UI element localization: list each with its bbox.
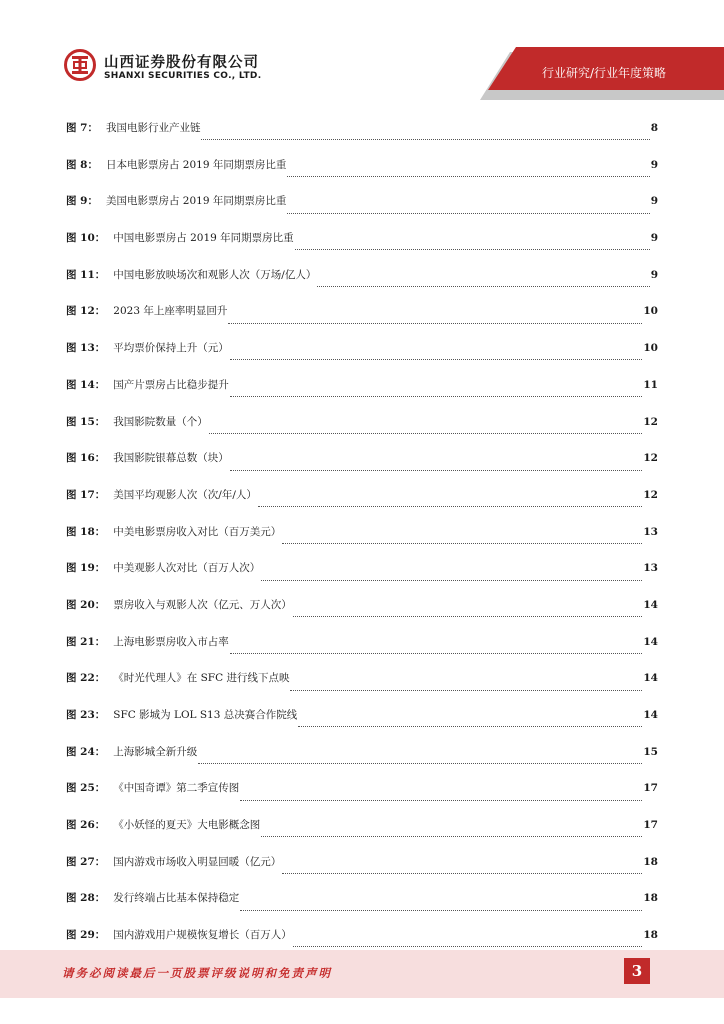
toc-dot-leader	[258, 505, 643, 507]
toc-figure-title: 上海影城全新升级	[113, 745, 198, 758]
toc-page-number: 14	[643, 709, 658, 721]
toc-dot-leader	[287, 175, 649, 177]
toc-page-number: 18	[643, 855, 658, 868]
toc-dot-leader	[230, 395, 643, 397]
toc-entry[interactable]	[66, 375, 658, 412]
toc-figure-title: 我国电影行业产业链	[105, 122, 201, 134]
toc-entry[interactable]	[66, 448, 658, 485]
toc-page-number: 12	[643, 488, 658, 501]
toc-figure-label: 图 23：	[66, 709, 106, 721]
toc-entry[interactable]	[66, 412, 658, 449]
toc-figure-label: 图 26：	[66, 819, 106, 832]
toc-figure-label: 图 18：	[66, 525, 106, 538]
toc-figure-label: 图 20：	[66, 598, 106, 611]
toc-dot-leader	[282, 872, 642, 874]
toc-entry[interactable]	[66, 778, 658, 815]
toc-dot-leader	[282, 542, 642, 544]
toc-entry[interactable]	[66, 668, 658, 705]
toc-page-number: 14	[643, 635, 658, 648]
page-number: 3	[624, 958, 650, 984]
toc-dot-leader	[290, 689, 642, 691]
toc-figure-label: 图 13：	[66, 342, 106, 355]
toc-page-number: 9	[650, 195, 658, 208]
toc-page-number: 18	[643, 892, 658, 905]
toc-page-number: 10	[643, 305, 658, 318]
toc-figure-title: 国内游戏市场收入明显回暖（亿元）	[113, 855, 282, 868]
toc-figure-label: 图 24：	[66, 745, 106, 758]
company-name-cn: 山西证券股份有限公司	[104, 55, 259, 71]
toc-page-number: 18	[643, 929, 658, 942]
toc-page-number: 8	[650, 122, 658, 134]
toc-entry[interactable]	[66, 852, 658, 889]
toc-dot-leader	[317, 285, 649, 287]
toc-figure-title: 《中国奇谭》第二季宣传图	[113, 782, 240, 795]
toc-figure-title: 2023 年上座率明显回升	[113, 305, 228, 318]
toc-entry[interactable]	[66, 742, 658, 779]
toc-figure-title: 中国电影放映场次和观影人次（万场/亿人）	[113, 268, 317, 281]
toc-entry[interactable]	[66, 301, 658, 338]
toc-page-number: 15	[643, 745, 658, 758]
toc-figure-label: 图 21：	[66, 635, 106, 648]
toc-entry[interactable]	[66, 632, 658, 669]
toc-page-number: 9	[650, 232, 658, 245]
toc-figure-title: 中美电影票房收入对比（百万美元）	[113, 525, 282, 538]
toc-figure-title: 平均票价保持上升（元）	[113, 342, 229, 355]
page-footer	[0, 950, 724, 1024]
toc-entry[interactable]	[66, 705, 658, 742]
toc-figure-label: 图 17：	[66, 488, 106, 501]
toc-dot-leader	[240, 909, 642, 911]
toc-page-number: 9	[650, 158, 658, 171]
toc-entry[interactable]	[66, 228, 658, 265]
toc-page-number: 12	[643, 415, 658, 428]
page-header	[0, 0, 724, 100]
toc-figure-title: 国产片票房占比稳步提升	[113, 378, 229, 391]
toc-entry[interactable]	[66, 558, 658, 595]
toc-figure-label: 图 29：	[66, 929, 106, 942]
toc-figure-label: 图 10：	[66, 232, 106, 245]
footer-band	[0, 950, 724, 1024]
toc-figure-title: 票房收入与观影人次（亿元、万人次）	[113, 598, 292, 611]
toc-figure-label: 图 9：	[66, 195, 98, 208]
company-name-en: SHANXI SECURITIES CO., LTD.	[104, 71, 262, 81]
toc-figure-label: 图 8：	[66, 158, 98, 171]
toc-page-number: 9	[650, 268, 658, 281]
toc-dot-leader	[198, 762, 642, 764]
toc-figure-title: 《小妖怪的夏天》大电影概念图	[113, 819, 261, 832]
toc-figure-title: 我国影院银幕总数（块）	[113, 452, 229, 465]
toc-page-number: 10	[643, 342, 658, 355]
toc-dot-leader	[201, 138, 649, 140]
toc-figure-title: 美国电影票房占 2019 年同期票房比重	[105, 195, 287, 208]
toc-figure-title: 《时光代理人》在 SFC 进行线下点映	[113, 672, 290, 685]
toc-figure-title: 上海电影票房收入市占率	[113, 635, 229, 648]
toc-figure-title: 国内游戏用户规模恢复增长（百万人）	[113, 929, 292, 942]
toc-figure-label: 图 28：	[66, 892, 106, 905]
report-category-tag: 行业研究/行业年度策略	[541, 66, 666, 80]
toc-page-number: 12	[643, 452, 658, 465]
toc-figure-label: 图 15：	[66, 415, 106, 428]
toc-page-number: 11	[643, 378, 658, 391]
toc-figure-title: 发行终端占比基本保持稳定	[113, 892, 240, 905]
toc-figure-title: 中美观影人次对比（百万人次）	[113, 562, 261, 575]
toc-entry[interactable]	[66, 338, 658, 375]
toc-figure-label: 图 11：	[66, 268, 106, 281]
header-band	[0, 0, 724, 100]
toc-dot-leader	[230, 358, 643, 360]
toc-page-number: 13	[643, 525, 658, 538]
toc-page-number: 17	[643, 819, 658, 832]
toc-page-number: 14	[643, 598, 658, 611]
toc-figure-title: SFC 影城为 LOL S13 总决赛合作院线	[113, 709, 298, 721]
toc-figure-label: 图 22：	[66, 672, 106, 685]
toc-figure-label: 图 16：	[66, 452, 106, 465]
toc-dot-leader	[230, 469, 643, 471]
toc-entry[interactable]	[66, 815, 658, 852]
toc-page-number: 13	[643, 562, 658, 575]
shanxi-securities-logo-icon	[64, 49, 96, 81]
toc-page-number: 14	[643, 672, 658, 685]
toc-dot-leader	[261, 835, 642, 837]
toc-dot-leader	[228, 322, 642, 324]
toc-dot-leader	[261, 579, 642, 581]
footer-disclaimer: 请务必阅读最后一页股票评级说明和免责声明	[62, 966, 332, 980]
toc-entry[interactable]	[66, 888, 658, 925]
toc-page-number: 17	[643, 782, 658, 795]
toc-entry[interactable]	[66, 595, 658, 632]
toc-figure-title: 美国平均观影人次（次/年/人）	[113, 488, 257, 501]
toc-entry[interactable]	[66, 522, 658, 559]
toc-dot-leader	[240, 799, 642, 801]
toc-figure-label: 图 12：	[66, 305, 106, 318]
toc-dot-leader	[293, 615, 643, 617]
toc-dot-leader	[295, 248, 650, 250]
toc-figure-label: 图 25：	[66, 782, 106, 795]
toc-dot-leader	[287, 212, 649, 214]
toc-entry[interactable]	[66, 485, 658, 522]
toc-dot-leader	[298, 725, 642, 727]
toc-figure-label: 图 27：	[66, 855, 106, 868]
figure-list	[66, 118, 658, 962]
toc-figure-title: 中国电影票房占 2019 年同期票房比重	[113, 232, 294, 245]
toc-entry[interactable]	[66, 191, 658, 228]
toc-entry[interactable]	[66, 118, 658, 155]
toc-entry[interactable]	[66, 265, 658, 302]
toc-figure-label: 图 7：	[66, 122, 98, 134]
toc-figure-title: 我国影院数量（个）	[113, 415, 208, 428]
toc-figure-label: 图 14：	[66, 378, 106, 391]
toc-figure-title: 日本电影票房占 2019 年同期票房比重	[105, 158, 287, 171]
toc-entry[interactable]	[66, 155, 658, 192]
toc-dot-leader	[230, 652, 643, 654]
toc-figure-label: 图 19：	[66, 562, 106, 575]
toc-dot-leader	[293, 945, 643, 947]
toc-dot-leader	[209, 432, 643, 434]
